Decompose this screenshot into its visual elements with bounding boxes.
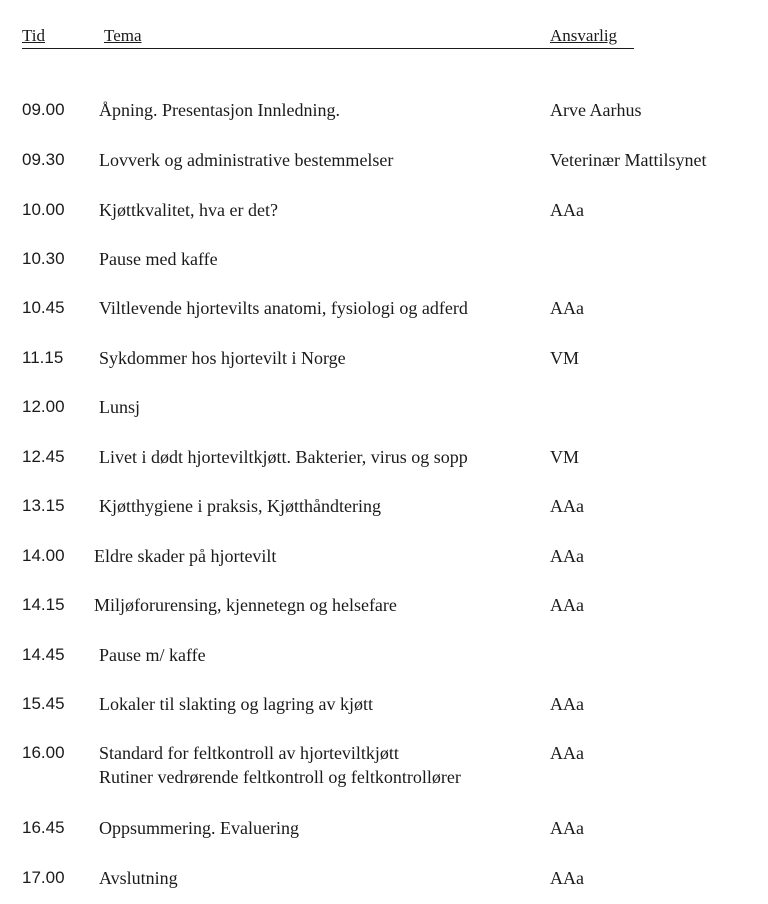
row-topic: Kjøttkvalitet, hva er det?: [99, 200, 278, 220]
row-topic: Viltlevende hjortevilts anatomi, fysiologi og adferd: [99, 298, 468, 318]
row-responsible: AAa: [550, 595, 584, 615]
row-time: 12.45: [22, 447, 65, 466]
row-time: 09.30: [22, 150, 65, 169]
row-responsible: AAa: [550, 298, 584, 318]
header-ansvarlig: Ansvarlig: [550, 26, 618, 45]
row-time: 13.15: [22, 496, 65, 515]
row-topic: Lovverk og administrative bestemmelser: [99, 150, 394, 170]
row-topic: Avslutning: [99, 868, 178, 888]
row-time: 14.45: [22, 645, 65, 664]
row-time: 14.00: [22, 546, 65, 565]
row-time: 10.30: [22, 249, 65, 268]
row-topic: Åpning. Presentasjon Innledning.: [99, 100, 340, 120]
row-topic: Pause m/ kaffe: [99, 645, 206, 665]
row-topic: Livet i dødt hjorteviltkjøtt. Bakterier, virus og sopp: [99, 447, 468, 467]
row-topic: Lunsj: [99, 397, 141, 417]
row-topic: Standard for feltkontroll av hjorteviltkjøtt Rutiner vedrørende feltkontroll og feltkontrollører: [99, 743, 461, 787]
row-topic: Oppsummering. Evaluering: [99, 818, 299, 838]
row-time: 17.00: [22, 868, 65, 887]
row-time: 16.45: [22, 818, 65, 837]
row-responsible: AAa: [550, 743, 584, 763]
row-topic: Sykdommer hos hjortevilt i Norge: [99, 348, 346, 368]
row-responsible: Arve Aarhus: [550, 100, 642, 120]
row-responsible: AAa: [550, 496, 584, 516]
row-time: 16.00: [22, 743, 65, 762]
row-time: 11.15: [22, 348, 64, 367]
row-topic: Kjøtthygiene i praksis, Kjøtthåndtering: [99, 496, 381, 516]
row-time: 12.00: [22, 397, 65, 416]
row-time: 10.45: [22, 298, 65, 317]
header-tid: Tid: [22, 26, 46, 45]
table-header: [22, 26, 634, 49]
row-responsible: AAa: [550, 694, 584, 714]
row-responsible: VM: [550, 348, 580, 368]
row-time: 09.00: [22, 100, 65, 119]
header-tema: Tema: [104, 26, 142, 45]
row-responsible: AAa: [550, 546, 584, 566]
row-responsible: AAa: [550, 818, 584, 838]
row-responsible: AAa: [550, 868, 584, 888]
row-responsible: Veterinær Mattilsynet: [550, 150, 707, 170]
row-responsible: AAa: [550, 200, 584, 220]
row-time: 14.15: [22, 595, 65, 614]
row-time: 15.45: [22, 694, 65, 713]
row-topic: Miljøforurensing, kjennetegn og helsefare: [94, 595, 397, 615]
row-topic: Eldre skader på hjortevilt: [94, 546, 277, 566]
row-topic: Pause med kaffe: [99, 249, 218, 269]
row-responsible: VM: [550, 447, 580, 467]
row-time: 10.00: [22, 200, 65, 219]
row-topic: Lokaler til slakting og lagring av kjøtt: [99, 694, 373, 714]
